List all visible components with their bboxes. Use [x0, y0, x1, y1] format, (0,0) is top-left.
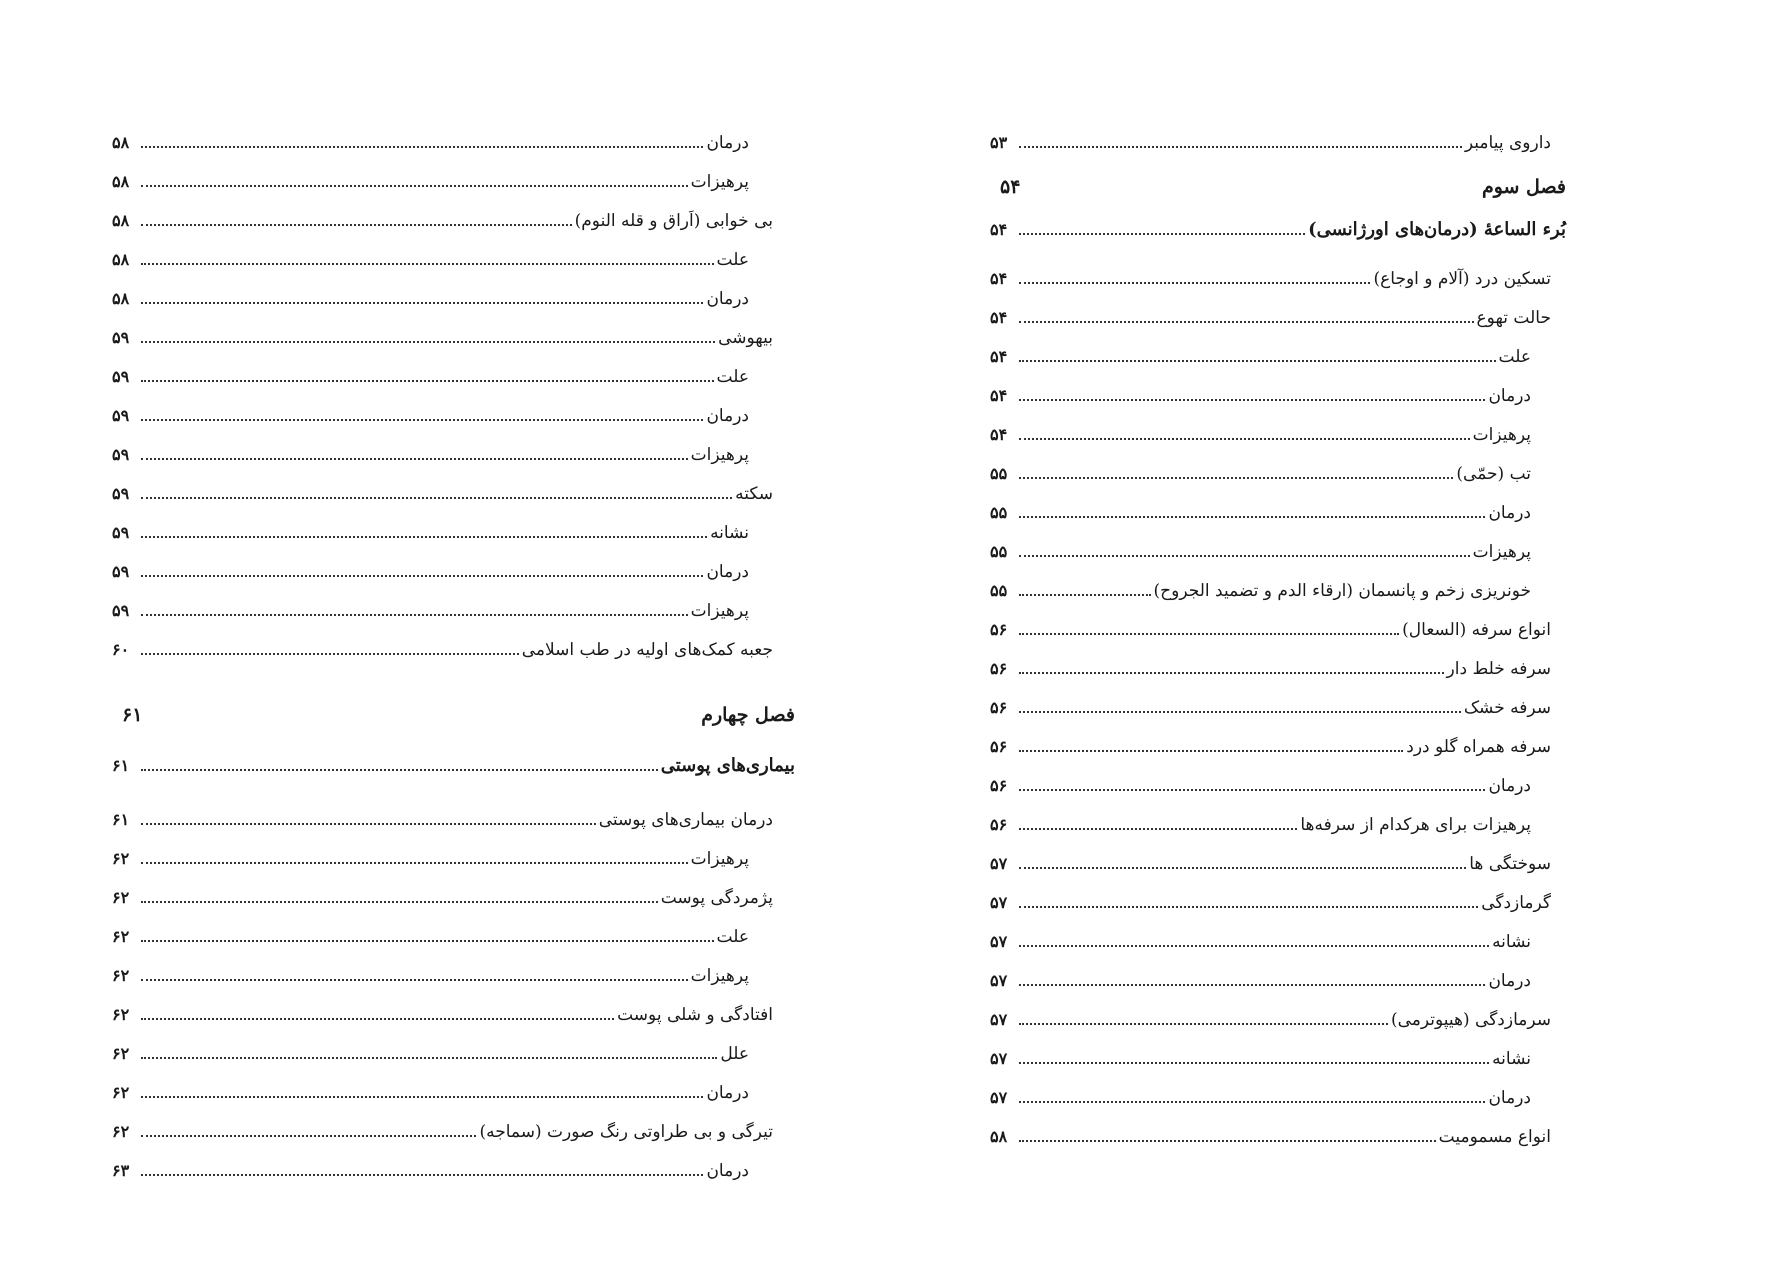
toc-page-number: ۶۱: [112, 756, 130, 775]
toc-page-number: ۵۸: [112, 172, 130, 191]
toc-section-entry[interactable]: [990, 210, 1566, 240]
toc-entry[interactable]: [990, 649, 1551, 679]
dot-leader: [141, 1096, 703, 1098]
toc-page-number: ۵۶: [990, 620, 1008, 639]
toc-page-number: ۵۸: [112, 211, 130, 230]
chapter-heading[interactable]: [1000, 166, 1566, 198]
toc-entry-label: پرهیزات برای هرکدام از سرفه‌ها: [1300, 815, 1531, 835]
toc-page-number: ۵۷: [990, 854, 1008, 873]
toc-entry[interactable]: [112, 1073, 749, 1103]
toc-entry-label: درمان: [706, 133, 749, 153]
dot-leader: [141, 575, 703, 577]
dot-leader: [141, 823, 596, 825]
toc-page-number: ۶۳: [112, 1161, 130, 1180]
toc-entry-label: درمان: [706, 562, 749, 582]
toc-page-number: ۵۵: [990, 542, 1008, 561]
toc-entry-label: پژمردگی پوست: [660, 888, 773, 908]
toc-page-number: ۵۴: [990, 386, 1008, 405]
dot-leader: [141, 901, 658, 903]
toc-entry[interactable]: [990, 1078, 1531, 1108]
toc-entry[interactable]: [990, 259, 1551, 289]
toc-entry[interactable]: [990, 415, 1531, 445]
dot-leader: [1019, 438, 1470, 440]
toc-entry-label: پرهیزات: [1472, 425, 1531, 445]
toc-entry[interactable]: [112, 1112, 773, 1142]
toc-entry[interactable]: [112, 1034, 749, 1064]
toc-entry[interactable]: [112, 357, 749, 387]
toc-entry[interactable]: [112, 552, 749, 582]
toc-page-number: ۵۴: [990, 220, 1008, 239]
toc-page-number: ۶۲: [112, 1044, 130, 1063]
toc-entry[interactable]: [990, 454, 1531, 484]
dot-leader: [141, 1057, 717, 1059]
dot-leader: [1019, 945, 1489, 947]
dot-leader: [1019, 1062, 1489, 1064]
toc-entry-label: بیماری‌های پوستی: [660, 755, 795, 776]
dot-leader: [141, 380, 714, 382]
dot-leader: [141, 1174, 703, 1176]
toc-entry[interactable]: [990, 1117, 1551, 1147]
toc-entry[interactable]: [990, 961, 1531, 991]
toc-entry-label: پرهیزات: [690, 445, 749, 465]
toc-page-number: ۵۷: [990, 1049, 1008, 1068]
toc-entry-label: درمان: [1488, 503, 1531, 523]
dot-leader: [141, 419, 703, 421]
toc-entry-label: بیهوشی: [718, 328, 773, 348]
dot-leader: [1019, 1140, 1436, 1142]
toc-entry-label: درمان بیماری‌های پوستی: [598, 810, 773, 830]
dot-leader: [141, 940, 714, 942]
toc-entry-label: سکته: [735, 484, 773, 504]
toc-page-number: ۵۹: [112, 523, 130, 542]
toc-entry-label: درمان: [1488, 776, 1531, 796]
chapter-title: فصل چهارم: [701, 704, 795, 726]
dot-leader: [1019, 516, 1485, 518]
toc-entry[interactable]: [990, 376, 1531, 406]
toc-entry-label: حالت تهوع: [1476, 308, 1551, 328]
toc-entry[interactable]: [990, 123, 1551, 153]
dot-leader: [1019, 594, 1151, 596]
dot-leader: [1019, 399, 1485, 401]
toc-entry-label: انواع مسمومیت: [1438, 1127, 1551, 1147]
toc-entry[interactable]: [112, 396, 749, 426]
toc-page-number: ۵۷: [990, 932, 1008, 951]
dot-leader: [141, 1018, 614, 1020]
dot-leader: [1019, 828, 1297, 830]
toc-page-number: ۵۷: [990, 893, 1008, 912]
toc-entry[interactable]: [990, 922, 1531, 952]
toc-page-number: ۶۲: [112, 1005, 130, 1024]
toc-entry[interactable]: [112, 591, 749, 621]
toc-entry-label: درمان: [706, 406, 749, 426]
toc-page-number: ۵۴: [990, 269, 1008, 288]
toc-page-number: ۶۲: [112, 1122, 130, 1141]
toc-entry-label: درمان: [706, 289, 749, 309]
dot-leader: [1019, 672, 1444, 674]
dot-leader: [1019, 321, 1474, 323]
toc-entry[interactable]: [112, 1151, 749, 1181]
toc-page-number: ۵۶: [990, 776, 1008, 795]
toc-entry-label: تیرگی و بی طراوتی رنگ صورت (سماجه): [479, 1122, 773, 1142]
dot-leader: [1019, 233, 1305, 235]
dot-leader: [141, 263, 714, 265]
toc-entry-label: جعبه کمک‌های اولیه در طب اسلامی: [521, 640, 773, 660]
toc-entry-label: انواع سرفه (السعال): [1402, 620, 1551, 640]
toc-entry[interactable]: [112, 162, 749, 192]
toc-entry-label: تب (حمّی): [1456, 464, 1531, 484]
toc-entry-label: درمان: [1488, 386, 1531, 406]
toc-entry[interactable]: [112, 878, 773, 908]
dot-leader: [141, 653, 519, 655]
toc-entry[interactable]: [112, 630, 773, 660]
toc-page-number: ۶۲: [112, 966, 130, 985]
toc-entry[interactable]: [990, 1039, 1531, 1069]
toc-entry[interactable]: [112, 435, 749, 465]
toc-entry[interactable]: [990, 337, 1531, 367]
toc-entry-label: علل: [720, 1044, 749, 1064]
toc-entry-label: پرهیزات: [690, 601, 749, 621]
toc-entry-label: افتادگی و شلی پوست: [617, 1005, 773, 1025]
dot-leader: [141, 536, 707, 538]
toc-entry-label: سرفه خشک: [1463, 698, 1551, 718]
toc-page-number: ۶۱: [112, 810, 130, 829]
toc-entry-label: داروی پیامبر: [1464, 133, 1551, 153]
dot-leader: [141, 1135, 476, 1137]
toc-page-number: ۵۹: [112, 445, 130, 464]
dot-leader: [1019, 633, 1399, 635]
dot-leader: [1019, 867, 1466, 869]
toc-page-number: ۶۲: [112, 888, 130, 907]
toc-page-number: ۵۴: [990, 347, 1008, 366]
toc-page-number: ۵۹: [112, 562, 130, 581]
toc-page-number: ۵۹: [112, 601, 130, 620]
dot-leader: [1019, 906, 1478, 908]
dot-leader: [141, 862, 688, 864]
toc-entry-label: سرفه همراه گلو درد: [1406, 737, 1551, 757]
dot-leader: [141, 224, 572, 226]
toc-entry[interactable]: [990, 688, 1551, 718]
dot-leader: [1019, 146, 1462, 148]
toc-entry[interactable]: [112, 123, 749, 153]
dot-leader: [141, 497, 732, 499]
toc-entry-label: بُرء الساعهٔ (درمان‌های اورژانسی): [1308, 219, 1566, 240]
toc-page-number: ۵۹: [112, 484, 130, 503]
toc-entry-label: سوختگی ها: [1469, 854, 1551, 874]
toc-page-number: ۵۸: [990, 1127, 1008, 1146]
toc-page-number: ۵۹: [112, 367, 130, 386]
dot-leader: [1019, 555, 1470, 557]
dot-leader: [141, 146, 703, 148]
toc-section-entry[interactable]: [112, 746, 795, 776]
toc-entry-label: درمان: [1488, 971, 1531, 991]
dot-leader: [141, 185, 688, 187]
toc-entry-label: علت: [716, 367, 749, 387]
dot-leader: [141, 302, 703, 304]
dot-leader: [1019, 360, 1496, 362]
toc-entry[interactable]: [112, 839, 749, 869]
toc-entry[interactable]: [112, 513, 749, 543]
toc-entry-label: پرهیزات: [690, 172, 749, 192]
toc-page-number: ۶۲: [112, 849, 130, 868]
right-page: [887, 0, 1774, 1280]
toc-entry[interactable]: [990, 805, 1531, 835]
dot-leader: [1019, 750, 1403, 752]
toc-entry-label: سرفه خلط دار: [1446, 659, 1551, 679]
toc-entry[interactable]: [990, 1000, 1551, 1030]
dot-leader: [141, 614, 688, 616]
toc-entry[interactable]: [990, 883, 1551, 913]
toc-page-number: ۵۷: [990, 971, 1008, 990]
dot-leader: [141, 979, 688, 981]
toc-entry[interactable]: [990, 493, 1531, 523]
toc-entry-label: نشانه: [1492, 1049, 1531, 1069]
toc-page-number: ۵۵: [990, 503, 1008, 522]
toc-page-number: ۵۸: [112, 250, 130, 269]
toc-entry[interactable]: [112, 917, 749, 947]
toc-page-number: ۵۶: [990, 698, 1008, 717]
toc-entry[interactable]: [990, 766, 1531, 796]
toc-page-number: ۵۴: [990, 308, 1008, 327]
toc-page-number: ۵۷: [990, 1088, 1008, 1107]
toc-page-number: ۶۲: [112, 927, 130, 946]
dot-leader: [1019, 984, 1485, 986]
toc-entry-label: خونریزی زخم و پانسمان (ارقاء الدم و تضمید الجروح): [1153, 581, 1531, 601]
toc-entry[interactable]: [990, 571, 1531, 601]
toc-entry-label: پرهیزات: [690, 966, 749, 986]
toc-entry[interactable]: [112, 800, 773, 830]
chapter-title: فصل سوم: [1481, 176, 1566, 198]
toc-entry-label: پرهیزات: [1472, 542, 1531, 562]
dot-leader: [141, 458, 688, 460]
dot-leader: [1019, 1023, 1388, 1025]
dot-leader: [1019, 477, 1453, 479]
toc-entry[interactable]: [112, 474, 773, 504]
toc-entry-label: علت: [1498, 347, 1531, 367]
chapter-heading[interactable]: [122, 694, 795, 726]
toc-page-number: ۶۲: [112, 1083, 130, 1102]
dot-leader: [141, 341, 715, 343]
toc-entry-label: نشانه: [1492, 932, 1531, 952]
toc-page-number: ۵۴: [990, 425, 1008, 444]
toc-page-number: ۵۸: [112, 133, 130, 152]
toc-entry-label: سرمازدگی (هیپوترمی): [1390, 1010, 1551, 1030]
toc-entry[interactable]: [112, 201, 773, 231]
toc-page-number: ۵۷: [990, 1010, 1008, 1029]
toc-page-number: ۵۵: [990, 581, 1008, 600]
toc-page-number: ۵۳: [990, 133, 1008, 152]
toc-page-number: ۵۶: [990, 659, 1008, 678]
toc-page-number: ۵۶: [990, 737, 1008, 756]
toc-entry[interactable]: [990, 844, 1551, 874]
dot-leader: [1019, 789, 1485, 791]
toc-page-number: ۵۹: [112, 406, 130, 425]
toc-entry-label: درمان: [706, 1161, 749, 1181]
toc-entry-label: بی خوابی (اَراق و قله النوم): [574, 211, 773, 231]
toc-page-number: ۶۰: [112, 640, 130, 659]
toc-entry-label: درمان: [1488, 1088, 1531, 1108]
toc-entry-label: تسکین درد (آلام و اوجاع): [1373, 269, 1551, 289]
toc-page-number: ۵۵: [990, 464, 1008, 483]
dot-leader: [1019, 1101, 1485, 1103]
toc-entry[interactable]: [990, 298, 1551, 328]
toc-entry-label: علت: [716, 927, 749, 947]
toc-page-number: ۵۶: [990, 815, 1008, 834]
toc-entry-label: پرهیزات: [690, 849, 749, 869]
dot-leader: [1019, 711, 1461, 713]
dot-leader: [1019, 282, 1370, 284]
toc-entry[interactable]: [990, 610, 1551, 640]
toc-entry[interactable]: [112, 956, 749, 986]
toc-page-number: ۵۸: [112, 289, 130, 308]
chapter-page-number: ۵۴: [1000, 176, 1021, 198]
toc-entry[interactable]: [112, 240, 749, 270]
toc-entry-label: درمان: [706, 1083, 749, 1103]
toc-entry[interactable]: [990, 532, 1531, 562]
dot-leader: [141, 769, 658, 771]
toc-entry-label: نشانه: [710, 523, 749, 543]
toc-page-number: ۵۹: [112, 328, 130, 347]
toc-entry[interactable]: [112, 995, 773, 1025]
toc-entry[interactable]: [112, 318, 773, 348]
toc-entry[interactable]: [112, 279, 749, 309]
toc-entry-label: علت: [716, 250, 749, 270]
toc-entry-label: گرمازدگی: [1481, 893, 1551, 913]
chapter-page-number: ۶۱: [122, 704, 143, 726]
toc-entry[interactable]: [990, 727, 1551, 757]
